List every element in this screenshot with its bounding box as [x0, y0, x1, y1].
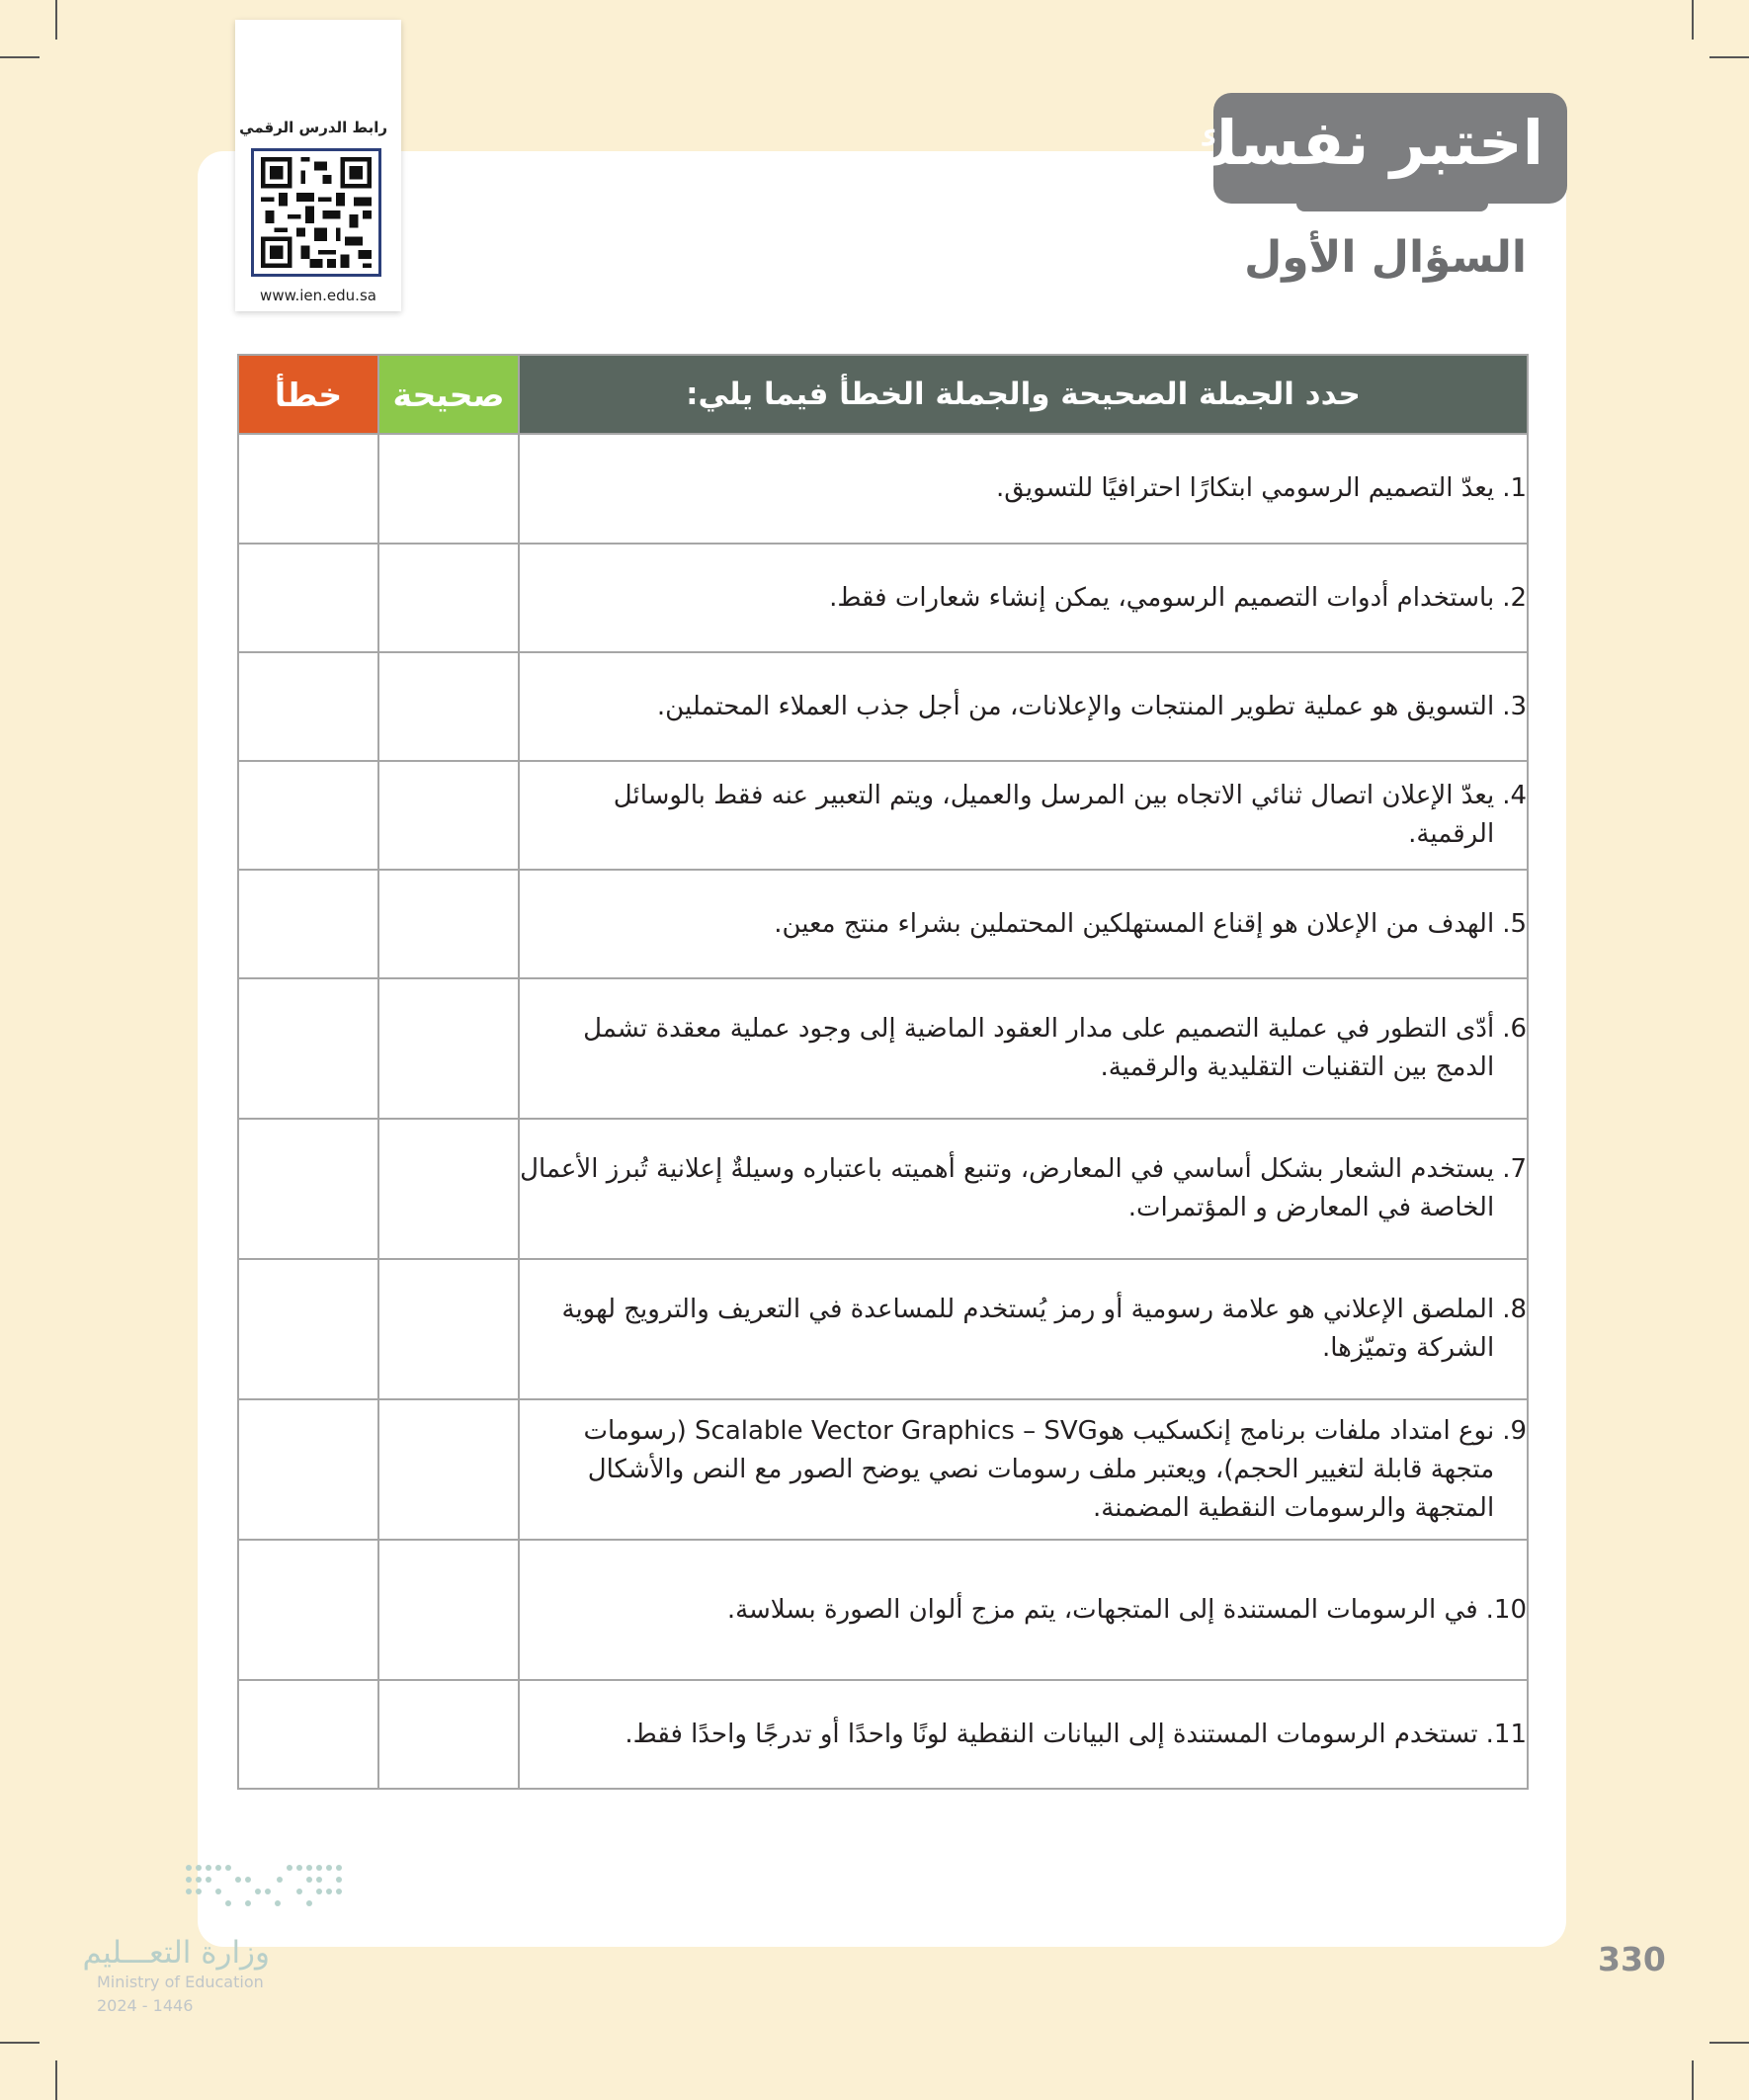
table-header-row [238, 355, 1528, 434]
crop-mark [1692, 2060, 1694, 2100]
correct-answer-box[interactable] [378, 1119, 519, 1259]
statement-text: باستخدام أدوات التصميم الرسومي، يمكن إنشاء شعارات فقط. [829, 582, 1495, 613]
statement-text: يعدّ التصميم الرسومي ابتكارًا احترافيًا للتسويق. [995, 473, 1495, 503]
statement-number: 4. [1502, 781, 1527, 810]
statement-number: 5. [1502, 908, 1527, 939]
statement-cell [519, 1119, 1528, 1259]
statement-text: يستخدم الشعار بشكل أساسي في المعارض، وتنبع أهميته باعتباره وسيلةٌ إعلانية تُبرز الأعمال الخاصة في المعارض و المؤتمرات. [520, 1154, 1495, 1222]
crop-mark [0, 2042, 40, 2044]
table-row [238, 1259, 1528, 1399]
wrong-answer-box[interactable] [238, 434, 378, 544]
ministry-name-ar: وزارة التعـــليم [82, 1935, 270, 1971]
header-correct: صحيحة [378, 355, 519, 434]
page-title: اختبر نفسك [1182, 107, 1543, 179]
correct-answer-box[interactable] [378, 1259, 519, 1399]
statement-text: في الرسومات المستندة إلى المتجهات، يتم مزج ألوان الصورة بسلاسة. [726, 1594, 1478, 1625]
statement-text: الهدف من الإعلان هو إقناع المستهلكين المحتملين بشراء منتج معين. [774, 908, 1495, 939]
wrong-answer-box[interactable] [238, 761, 378, 870]
page-number: 330 [1598, 1940, 1666, 1978]
statement-cell [519, 652, 1528, 761]
wrong-answer-box[interactable] [238, 1399, 378, 1540]
qr-url: www.ien.edu.sa [260, 287, 376, 304]
wrong-answer-box[interactable] [238, 544, 378, 652]
ministry-year: 2024 - 1446 [97, 1996, 194, 2015]
ministry-logo [82, 1860, 275, 2018]
correct-answer-box[interactable] [378, 652, 519, 761]
statement-number: 9. [1502, 1415, 1527, 1446]
statement-number: 10. [1485, 1594, 1527, 1625]
wrong-answer-box[interactable] [238, 870, 378, 978]
true-false-table [237, 354, 1529, 1790]
crop-mark [0, 56, 40, 58]
crop-mark [1709, 2042, 1749, 2044]
correct-answer-box[interactable] [378, 870, 519, 978]
correct-answer-box[interactable] [378, 978, 519, 1119]
statement-cell [519, 1540, 1528, 1680]
qr-caption: رابط الدرس الرقمي [239, 119, 387, 136]
table-row [238, 1680, 1528, 1789]
statement-cell [519, 434, 1528, 544]
crop-mark [55, 0, 57, 40]
ministry-logo-dots-icon [181, 1860, 354, 1919]
title-tab-notch [1296, 198, 1488, 211]
statement-text: تستخدم الرسومات المستندة إلى البيانات النقطية لونًا واحدًا أو تدرجًا واحدًا فقط. [625, 1719, 1478, 1749]
table-row [238, 434, 1528, 544]
statement-text: نوع امتداد ملفات برنامج إنكسكيب هوScalable Vector Graphics – SVG (رسومات متجهة قابلة لتغيير الحجم)، ويعتبر ملف رسومات نصي يوضح الصور مع النص والأشكال المتجهة والرسومات النقطية المضمنة. [583, 1415, 1495, 1523]
title-tab [1182, 93, 1567, 204]
ministry-name-en: Ministry of Education [97, 1973, 264, 1991]
table-row [238, 544, 1528, 652]
statement-number: 3. [1502, 691, 1527, 721]
table-row [238, 1540, 1528, 1680]
header-wrong: خطأ [238, 355, 378, 434]
statement-cell [519, 870, 1528, 978]
statement-number: 11. [1485, 1719, 1527, 1749]
crop-mark [55, 2060, 57, 2100]
correct-answer-box[interactable] [378, 1540, 519, 1680]
correct-answer-box[interactable] [378, 1680, 519, 1789]
correct-answer-box[interactable] [378, 434, 519, 544]
correct-answer-box[interactable] [378, 1399, 519, 1540]
statement-cell [519, 1680, 1528, 1789]
table-row [238, 1399, 1528, 1540]
statement-cell [519, 544, 1528, 652]
statement-number: 6. [1502, 1014, 1527, 1044]
statement-number: 8. [1502, 1295, 1527, 1324]
table-row [238, 652, 1528, 761]
statement-cell [519, 1259, 1528, 1399]
wrong-answer-box[interactable] [238, 1259, 378, 1399]
statement-text: يعدّ الإعلان اتصال ثنائي الاتجاه بين المرسل والعميل، ويتم التعبير عنه فقط بالوسائل الرقمية. [613, 781, 1495, 849]
statement-cell [519, 761, 1528, 870]
statement-text: التسويق هو عملية تطوير المنتجات والإعلانات، من أجل جذب العملاء المحتملين. [656, 691, 1495, 721]
table-row [238, 870, 1528, 978]
wrong-answer-box[interactable] [238, 1540, 378, 1680]
qr-code-icon[interactable] [251, 148, 381, 277]
statement-number: 2. [1502, 582, 1527, 613]
statement-text: أدّى التطور في عملية التصميم على مدار العقود الماضية إلى وجود عملية معقدة تشمل الدمج بين التقنيات التقليدية والرقمية. [583, 1014, 1495, 1082]
statement-number: 1. [1502, 473, 1527, 503]
statement-text: الملصق الإعلاني هو علامة رسومية أو رمز يُستخدم للمساعدة في التعريف والترويج لهوية الشركة وتميّزها. [561, 1295, 1495, 1363]
crop-mark [1692, 0, 1694, 40]
statement-cell [519, 978, 1528, 1119]
wrong-answer-box[interactable] [238, 652, 378, 761]
qr-card[interactable] [235, 20, 401, 311]
correct-answer-box[interactable] [378, 544, 519, 652]
wrong-answer-box[interactable] [238, 978, 378, 1119]
statement-cell [519, 1399, 1528, 1540]
header-instruction: حدد الجملة الصحيحة والجملة الخطأ فيما يلي: [519, 355, 1528, 434]
section-title: السؤال الأول [1244, 232, 1527, 283]
table-row [238, 1119, 1528, 1259]
table-row [238, 978, 1528, 1119]
correct-answer-box[interactable] [378, 761, 519, 870]
statement-number: 7. [1502, 1154, 1527, 1184]
table-row [238, 761, 1528, 870]
crop-mark [1709, 56, 1749, 58]
wrong-answer-box[interactable] [238, 1680, 378, 1789]
wrong-answer-box[interactable] [238, 1119, 378, 1259]
